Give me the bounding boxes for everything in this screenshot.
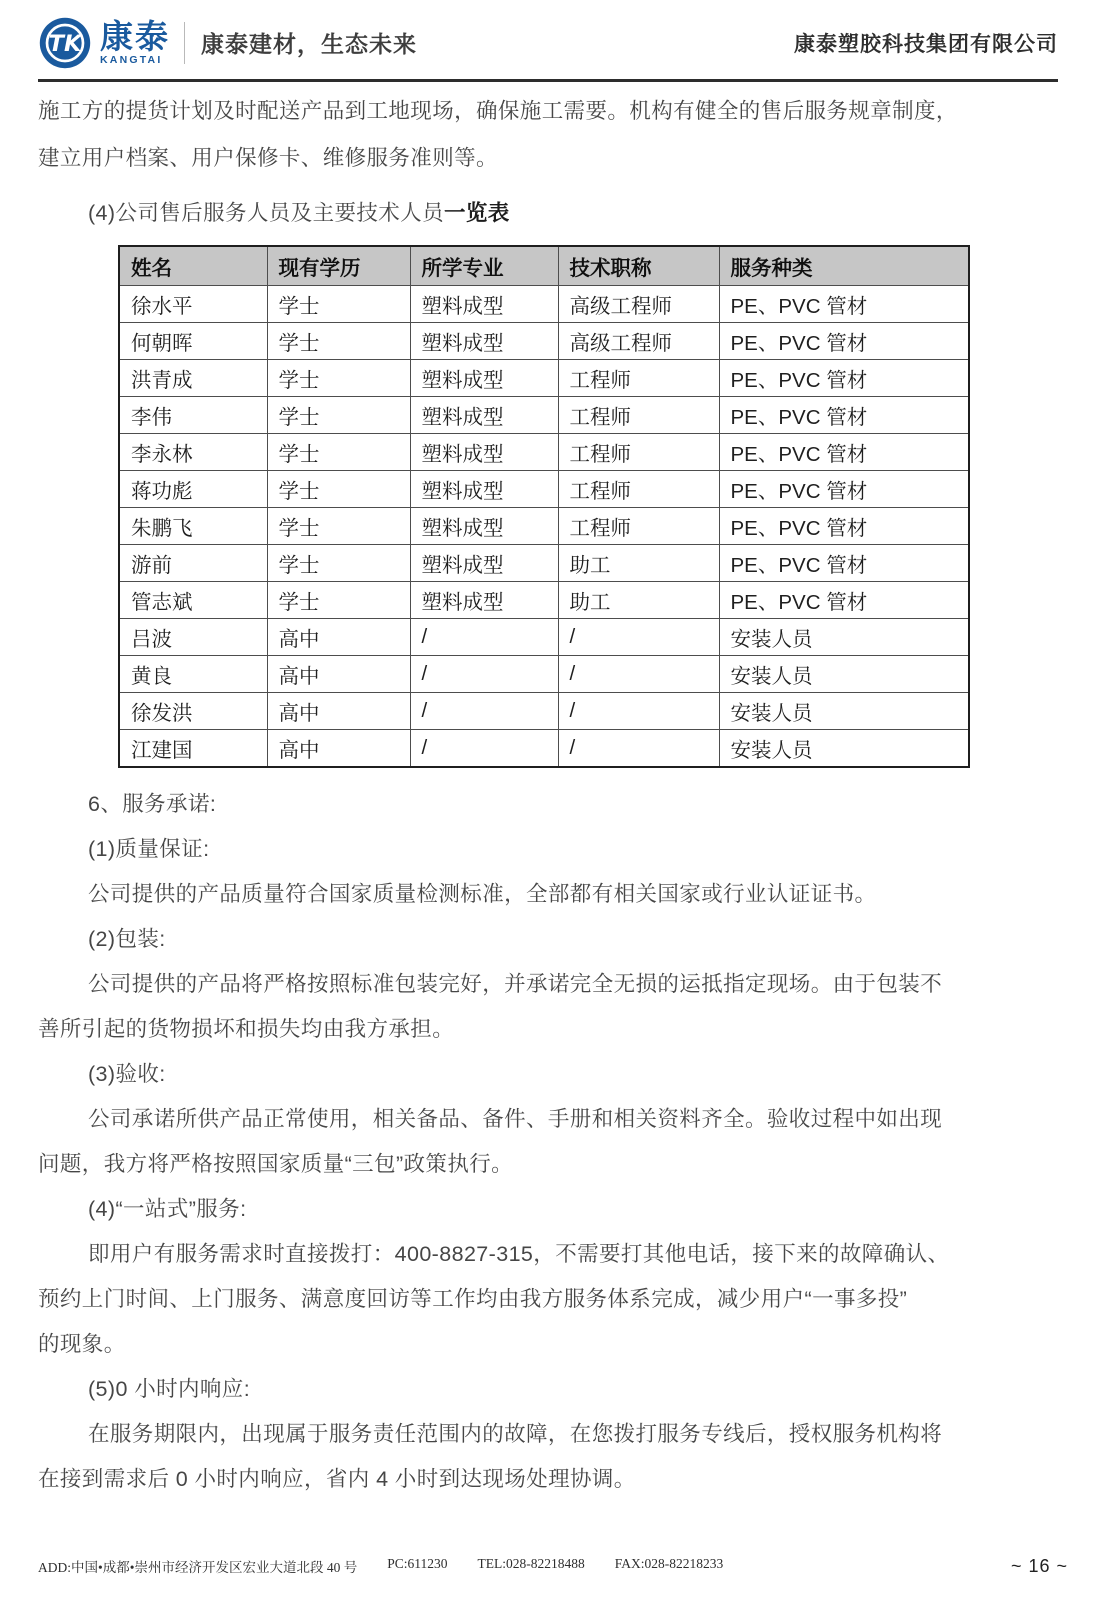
table-cell: / (558, 693, 719, 730)
paragraph-line: (5)0 小时内响应: (88, 1377, 251, 1401)
table-cell: 吕波 (119, 619, 267, 656)
paragraph-line: 建立用户档案、用户保修卡、维修服务准则等。 (38, 146, 498, 170)
document-body (38, 88, 1060, 1502)
table-row (119, 582, 969, 619)
table-cell: / (410, 730, 558, 768)
table-cell: 李伟 (119, 397, 267, 434)
kangtai-tk-logo-icon (38, 16, 92, 70)
table-cell: 黄良 (119, 656, 267, 693)
footer-contact-segment: ADD:中国•成都•崇州市经济开发区宏业大道北段 40 号 (38, 1560, 358, 1575)
logo-tk-letters: TK (48, 30, 82, 57)
table-cell: 塑料成型 (410, 323, 558, 360)
table-row (119, 397, 969, 434)
table-header-row (119, 246, 969, 286)
table-cell: 学士 (267, 434, 410, 471)
table-cell: 徐发洪 (119, 693, 267, 730)
table-cell: 安装人员 (719, 619, 969, 656)
table-cell: / (558, 619, 719, 656)
page-footer (38, 1556, 1068, 1577)
footer-contact-segment: PC:611230 (387, 1556, 448, 1571)
paragraph-line: 施工方的提货计划及时配送产品到工地现场，确保施工需要。机构有健全的售后服务规章制度， (38, 99, 958, 123)
paragraph-line: (3)验收: (88, 1062, 166, 1086)
company-tagline: 康泰建材，生态未来 (201, 31, 417, 57)
table-cell: PE、PVC 管材 (719, 323, 969, 360)
table-cell: 塑料成型 (410, 434, 558, 471)
paragraph-line: 公司提供的产品质量符合国家质量检测标准，全部都有相关国家或行业认证证书。 (88, 882, 877, 906)
table-cell: 塑料成型 (410, 508, 558, 545)
table-cell: 高级工程师 (558, 286, 719, 323)
table-row (119, 656, 969, 693)
page-header (38, 12, 1058, 82)
table-cell: 塑料成型 (410, 360, 558, 397)
staff-table (118, 245, 970, 768)
table-cell: 洪青成 (119, 360, 267, 397)
table-cell: 高中 (267, 693, 410, 730)
intro-paragraph (38, 88, 1060, 182)
table-cell: PE、PVC 管材 (719, 360, 969, 397)
table-cell: 学士 (267, 471, 410, 508)
table-cell: 学士 (267, 286, 410, 323)
table-row (119, 508, 969, 545)
footer-contact-segment: FAX:028-82218233 (614, 1556, 724, 1571)
table-cell: 高级工程师 (558, 323, 719, 360)
paragraph-line: (1)质量保证: (88, 837, 210, 861)
table-cell: PE、PVC 管材 (719, 286, 969, 323)
table-header-cell: 服务种类 (719, 246, 969, 286)
footer-contact-segment: TEL:028-82218488 (477, 1556, 585, 1571)
table-cell: 塑料成型 (410, 471, 558, 508)
table-cell: 何朝晖 (119, 323, 267, 360)
table-cell: 江建国 (119, 730, 267, 768)
table-cell: 学士 (267, 508, 410, 545)
paragraph-line: 预约上门时间、上门服务、满意度回访等工作均由我方服务体系完成，减少用户“一事多投” (38, 1287, 908, 1311)
table-cell: 游前 (119, 545, 267, 582)
table-cell: 高中 (267, 656, 410, 693)
table-cell: 朱鹏飞 (119, 508, 267, 545)
table-cell: 管志斌 (119, 582, 267, 619)
table-caption-bold: 一览表 (443, 201, 510, 225)
table-cell: 工程师 (558, 508, 719, 545)
table-row (119, 434, 969, 471)
table-caption (38, 190, 1060, 237)
logo-wordmark (100, 17, 170, 66)
paragraph-line: (4)“一站式”服务: (88, 1197, 247, 1221)
table-cell: 学士 (267, 323, 410, 360)
table-cell: 学士 (267, 545, 410, 582)
paragraph-line: 善所引起的货物损坏和损失均由我方承担。 (38, 1017, 455, 1041)
table-cell: 助工 (558, 582, 719, 619)
table-cell: PE、PVC 管材 (719, 471, 969, 508)
paragraph-line: 6、服务承诺: (88, 792, 217, 816)
table-row (119, 693, 969, 730)
table-header-cell: 所学专业 (410, 246, 558, 286)
company-logo (38, 16, 170, 70)
table-header-cell: 技术职称 (558, 246, 719, 286)
table-cell: 李永林 (119, 434, 267, 471)
paragraph-line: 公司承诺所供产品正常使用，相关备品、备件、手册和相关资料齐全。验收过程中如出现 (88, 1107, 943, 1131)
table-cell: 安装人员 (719, 693, 969, 730)
paragraph-line: 的现象。 (38, 1332, 126, 1356)
table-cell: 学士 (267, 397, 410, 434)
table-caption-prefix: (4)公司售后服务人员及主要技术人员 (88, 201, 444, 225)
table-cell: 工程师 (558, 471, 719, 508)
table-cell: PE、PVC 管材 (719, 397, 969, 434)
table-cell: PE、PVC 管材 (719, 545, 969, 582)
table-cell: 学士 (267, 582, 410, 619)
paragraph-line: 公司提供的产品将严格按照标准包装完好，并承诺完全无损的运抵指定现场。由于包装不 (88, 972, 943, 996)
table-cell: 塑料成型 (410, 286, 558, 323)
table-cell: 助工 (558, 545, 719, 582)
table-row (119, 545, 969, 582)
table-row (119, 360, 969, 397)
table-cell: / (410, 693, 558, 730)
table-cell: 高中 (267, 730, 410, 768)
header-divider (184, 22, 185, 64)
paragraph-line: (2)包装: (88, 927, 166, 951)
table-cell: / (410, 656, 558, 693)
footer-contact-info (38, 1556, 723, 1576)
table-cell: PE、PVC 管材 (719, 508, 969, 545)
table-header-cell: 现有学历 (267, 246, 410, 286)
logo-name-cn: 康泰 (100, 17, 170, 55)
table-row (119, 471, 969, 508)
table-cell: 安装人员 (719, 730, 969, 768)
page-number: ~ 16 ~ (1010, 1556, 1068, 1576)
service-commitment-section (38, 782, 1060, 1502)
table-row (119, 730, 969, 768)
paragraph-line: 在服务期限内，出现属于服务责任范围内的故障，在您拨打服务专线后，授权服务机构将 (88, 1422, 943, 1446)
paragraph-line: 在接到需求后 0 小时内响应，省内 4 小时到达现场处理协调。 (38, 1467, 636, 1491)
table-cell: 安装人员 (719, 656, 969, 693)
table-cell: 蒋功彪 (119, 471, 267, 508)
table-cell: PE、PVC 管材 (719, 582, 969, 619)
table-row (119, 286, 969, 323)
table-cell: 工程师 (558, 360, 719, 397)
table-cell: 学士 (267, 360, 410, 397)
table-cell: 徐水平 (119, 286, 267, 323)
table-cell: 塑料成型 (410, 545, 558, 582)
paragraph-line: 问题，我方将严格按照国家质量“三包”政策执行。 (38, 1152, 514, 1176)
table-header-cell: 姓名 (119, 246, 267, 286)
table-cell: / (558, 730, 719, 768)
paragraph-line: 即用户有服务需求时直接拨打：400-8827-315，不需要打其他电话，接下来的故障确认、 (88, 1242, 950, 1266)
table-cell: 工程师 (558, 397, 719, 434)
table-cell: 高中 (267, 619, 410, 656)
table-row (119, 323, 969, 360)
table-row (119, 619, 969, 656)
table-cell: 塑料成型 (410, 397, 558, 434)
company-name: 康泰塑胶科技集团有限公司 (794, 32, 1058, 56)
table-cell: 塑料成型 (410, 582, 558, 619)
table-cell: / (558, 656, 719, 693)
logo-name-en: KANGTAI (100, 53, 163, 66)
table-cell: PE、PVC 管材 (719, 434, 969, 471)
table-cell: / (410, 619, 558, 656)
table-cell: 工程师 (558, 434, 719, 471)
